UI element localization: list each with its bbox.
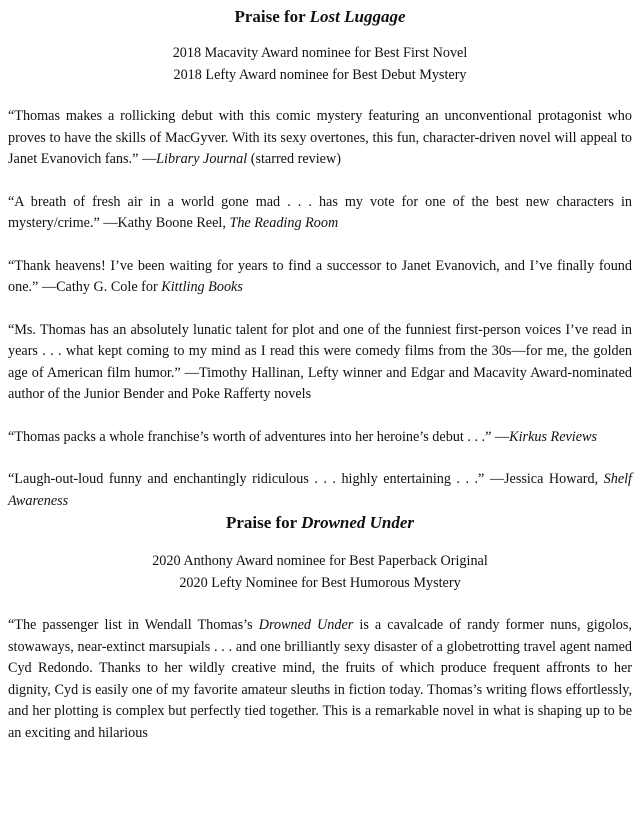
quote-text: “The passenger list in Wendall Thomas’s bbox=[8, 617, 259, 633]
award-line: 2018 Macavity Award nominee for Best First Novel bbox=[172, 45, 468, 61]
book-title: Lost Luggage bbox=[309, 7, 406, 26]
quote-text: “Thank heavens! I’ve been waiting for years to find a successor to Janet Evanovich, and I’ve finally found one.” —Cathy G. Cole for bbox=[8, 257, 632, 295]
document-page bbox=[8, 6, 632, 744]
quote-book-title: Drowned Under bbox=[258, 617, 354, 633]
award-line: 2020 Lefty Nominee for Best Humorous Mystery bbox=[179, 574, 461, 591]
review-quote bbox=[8, 106, 632, 171]
quote-source: Kittling Books bbox=[161, 279, 243, 295]
quote-after: (starred review) bbox=[247, 151, 341, 167]
award-line: 2020 Anthony Award nominee for Best Paperback Original bbox=[152, 553, 488, 569]
review-quote bbox=[8, 469, 632, 512]
book-title: Drowned Under bbox=[301, 513, 415, 532]
heading-prefix: Praise for bbox=[234, 7, 310, 26]
quote-text-continued: is a cavalcade of randy former nuns, gigolos, stowaways, near-extinct marsupials . . . and one brilliantly sexy disaster of a globetrotting travel agent named Cyd Redondo. Thanks to her wildly creative mind, the fruits of which produce frequent affronts to her dignity, Cyd is easily one of my favorite amateur sleuths in fiction today. Thomas’s writing flows effortlessly, and her plotting is complex but perfectly tied together. This is a remarkable novel in what is shaping up to be an exciting and hilarious bbox=[8, 617, 632, 741]
section-heading-lost-luggage bbox=[8, 6, 632, 28]
review-quote bbox=[8, 615, 632, 744]
quote-source: Kirkus Reviews bbox=[509, 428, 598, 445]
review-quote bbox=[8, 427, 632, 449]
award-line: 2018 Lefty Award nominee for Best Debut Mystery bbox=[173, 66, 467, 83]
quote-text: “Laugh-out-loud funny and enchantingly ridiculous . . . highly entertaining . . .” —Jessica Howard, bbox=[8, 471, 604, 487]
quote-text: “Thomas packs a whole franchise’s worth of adventures into her heroine’s debut . . .” — bbox=[8, 428, 510, 445]
review-quote bbox=[8, 256, 632, 299]
quote-source: Library Journal bbox=[156, 151, 248, 167]
section-heading-drowned-under bbox=[8, 512, 632, 534]
awards-drowned-under bbox=[8, 551, 632, 594]
review-quote bbox=[8, 320, 632, 406]
quote-source: The Reading Room bbox=[229, 215, 339, 231]
quote-text: “Ms. Thomas has an absolutely lunatic talent for plot and one of the funniest first-person voices I’ve read in years . . . what kept coming to my mind as I read this were comedy films from the 30s—for me, the golden age of American film humor.” —Timothy Hallinan, Lefty winner and Edgar and Macavity Award-nominated author of the Junior Bender and Poke Rafferty novels bbox=[8, 321, 632, 402]
quote-text: “Thomas makes a rollicking debut with this comic mystery featuring an unconventional protagonist who proves to have the skills of MacGyver. With its sexy overtones, this fun, character-driven novel will appeal to Janet Evanovich fans.” — bbox=[8, 108, 632, 167]
quote-text: “A breath of fresh air in a world gone mad . . . has my vote for one of the best new characters in mystery/crime.” —Kathy Boone Reel, bbox=[8, 193, 632, 231]
review-quote bbox=[8, 192, 632, 235]
heading-prefix: Praise for bbox=[225, 513, 302, 532]
awards-lost-luggage bbox=[8, 43, 632, 86]
quote-source: Shelf Awareness bbox=[8, 471, 632, 509]
